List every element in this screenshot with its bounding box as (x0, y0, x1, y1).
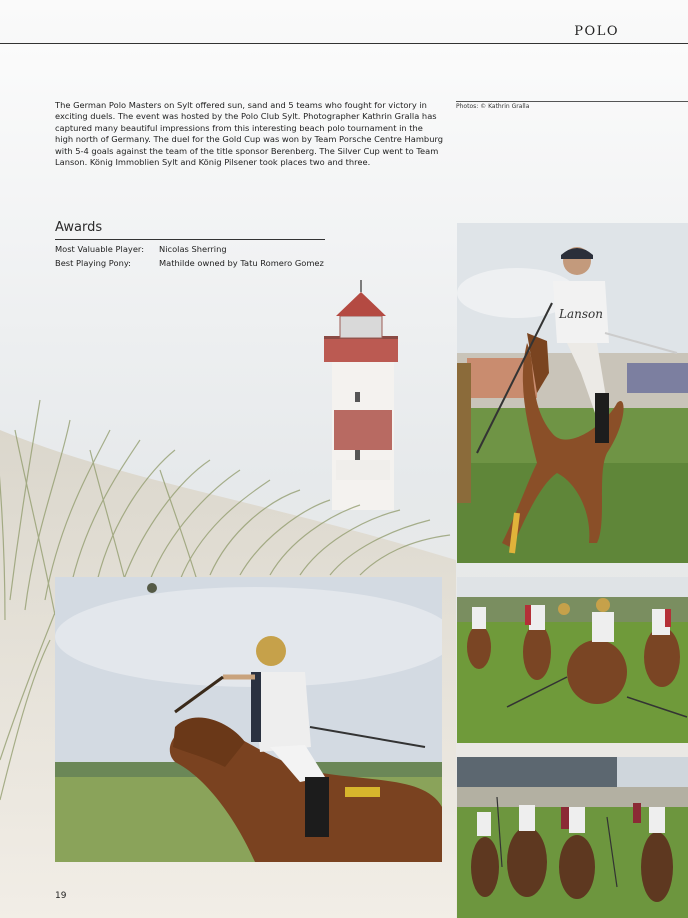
award-label: Best Playing Pony: (55, 258, 131, 268)
award-value: Mathilde owned by Tatu Romero Gomez (159, 258, 324, 268)
photo-credit: Photos: © Kathrin Gralla (456, 103, 530, 110)
page-number: 19 (55, 891, 67, 901)
photo-players-chasing (457, 577, 688, 743)
photo-player-galloping (457, 223, 688, 563)
award-label: Most Valuable Player: (55, 244, 144, 254)
credit-rule (456, 101, 688, 102)
header-rule (0, 43, 688, 44)
photo-player-swinging (55, 577, 442, 862)
section-title: POLO (574, 24, 619, 39)
awards-heading: Awards (55, 220, 103, 235)
photo-players-stadium (457, 757, 688, 918)
award-value: Nicolas Sherring (159, 244, 227, 254)
intro-paragraph: The German Polo Masters on Sylt offered sun, sand and 5 teams who fought for victory in exciting duels. The event was hosted by the Polo Club Sylt. Photographer Kathrin Gralla has captured many beautiful impressions from this interesting beach polo tournament in the high north of Germany. The duel for the Gold Cup was won by Team Porsche Centre Hamburg with 5-4 goals against the team of the title sponsor Berenberg. The Silver Cup went to Team Lanson. König Immoblien Sylt and König Pilsener took places two and three. (55, 100, 443, 168)
awards-rule (55, 239, 325, 240)
shirt-text: Lanson (559, 307, 603, 321)
